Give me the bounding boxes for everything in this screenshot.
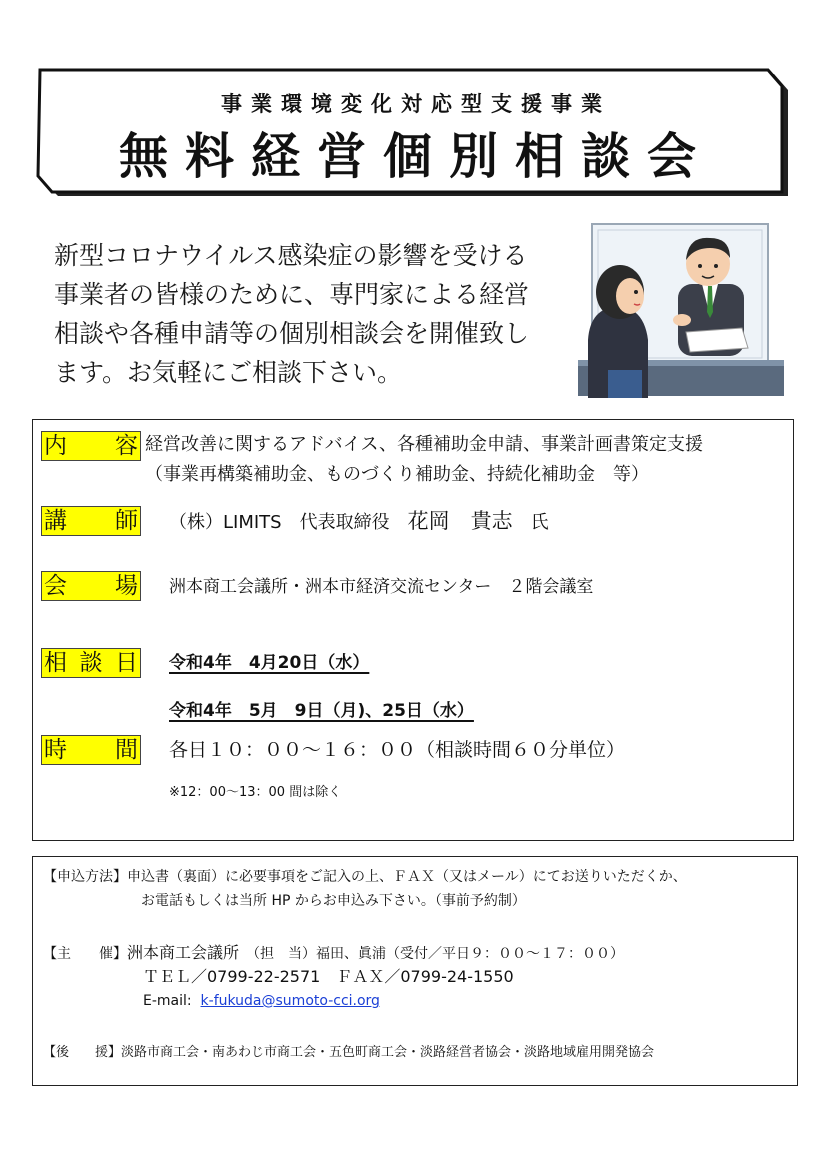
host-row <box>43 943 624 964</box>
label-char: 会 <box>44 573 67 599</box>
title-banner <box>36 68 796 206</box>
email-link[interactable]: k-fukuda@sumoto-cci.org <box>200 993 380 1009</box>
date-line-2: 令和4年 5月 9日（月)、25日（水） <box>169 701 474 721</box>
label-dates <box>41 648 141 678</box>
apply-row <box>43 867 687 887</box>
label-char: 間 <box>115 737 138 763</box>
intro-text <box>54 236 564 392</box>
label-content <box>41 431 141 461</box>
label-char: 講 <box>44 508 67 534</box>
label-time <box>41 735 141 765</box>
email-label: E-mail: <box>143 993 192 1009</box>
apply-line-1: 申込書（裏面）に必要事項をご記入の上、ＦＡＸ（又はメール）にてお送りいただくか、 <box>127 869 687 885</box>
event-title: 無料経営個別相談会 <box>118 128 713 185</box>
host-email-row <box>143 991 380 1011</box>
event-subtitle: 事業環境変化対応型支援事業 <box>221 92 611 116</box>
lecturer-info <box>169 506 549 538</box>
label-char: 内 <box>44 433 67 459</box>
support-row <box>43 1043 654 1063</box>
label-char: 談 <box>79 650 103 676</box>
label-venue <box>41 571 141 601</box>
intro-line: ます。お気軽にご相談下さい。 <box>54 358 403 387</box>
details-box <box>32 419 794 841</box>
apply-key: 【申込方法】 <box>43 869 127 885</box>
label-char: 相 <box>44 650 67 676</box>
lecturer-honorific: 氏 <box>530 512 549 533</box>
consultation-illustration <box>578 220 784 398</box>
lecturer-org: （株）LIMITS 代表取締役 <box>169 512 390 533</box>
intro-line: 事業者の皆様のために、専門家による経営 <box>54 280 530 309</box>
support-key: 【後 援】 <box>43 1045 122 1060</box>
apply-line-2: お電話もしくは当所 HP からお申込み下さい。（事前予約制） <box>141 893 526 909</box>
host-tel-fax: ＴＥＬ／0799-22-2571 ＦＡＸ／0799-24-1550 <box>143 967 514 986</box>
lecturer-name: 花岡 貴志 <box>407 509 513 533</box>
label-char: 師 <box>115 508 138 534</box>
content-line-2: （事業再構築補助金、ものづくり補助金、持続化補助金 等） <box>145 464 649 485</box>
label-char: 日 <box>115 650 138 676</box>
time-value: 各日１０：００～１６：００（相談時間６０分単位） <box>169 739 626 761</box>
host-name: 洲本商工会議所 <box>127 943 240 962</box>
label-char: 時 <box>44 737 67 763</box>
label-char: 場 <box>115 573 138 599</box>
intro-line: 新型コロナウイルス感染症の影響を受ける <box>54 241 528 270</box>
content-line-1: 経営改善に関するアドバイス、各種補助金申請、事業計画書策定支援 <box>145 434 703 455</box>
application-info-box <box>32 856 798 1086</box>
support-value: 淡路市商工会・南あわじ市商工会・五色町商工会・淡路経営者協会・淡路地域雇用開発協会 <box>121 1045 655 1060</box>
intro-line: 相談や各種申請等の個別相談会を開催致し <box>54 319 530 348</box>
label-lecturer <box>41 506 141 536</box>
date-line-1: 令和4年 4月20日（水） <box>169 653 370 673</box>
host-key: 【主 催】 <box>43 946 127 962</box>
venue-value: 洲本商工会議所・洲本市経済交流センター ２階会議室 <box>169 577 594 597</box>
time-note: ※12：00～13：00 間は除く <box>169 785 342 800</box>
label-char: 容 <box>115 433 138 459</box>
host-contact: （担 当）福田、眞浦（受付／平日９：００～１７：００） <box>253 946 625 962</box>
